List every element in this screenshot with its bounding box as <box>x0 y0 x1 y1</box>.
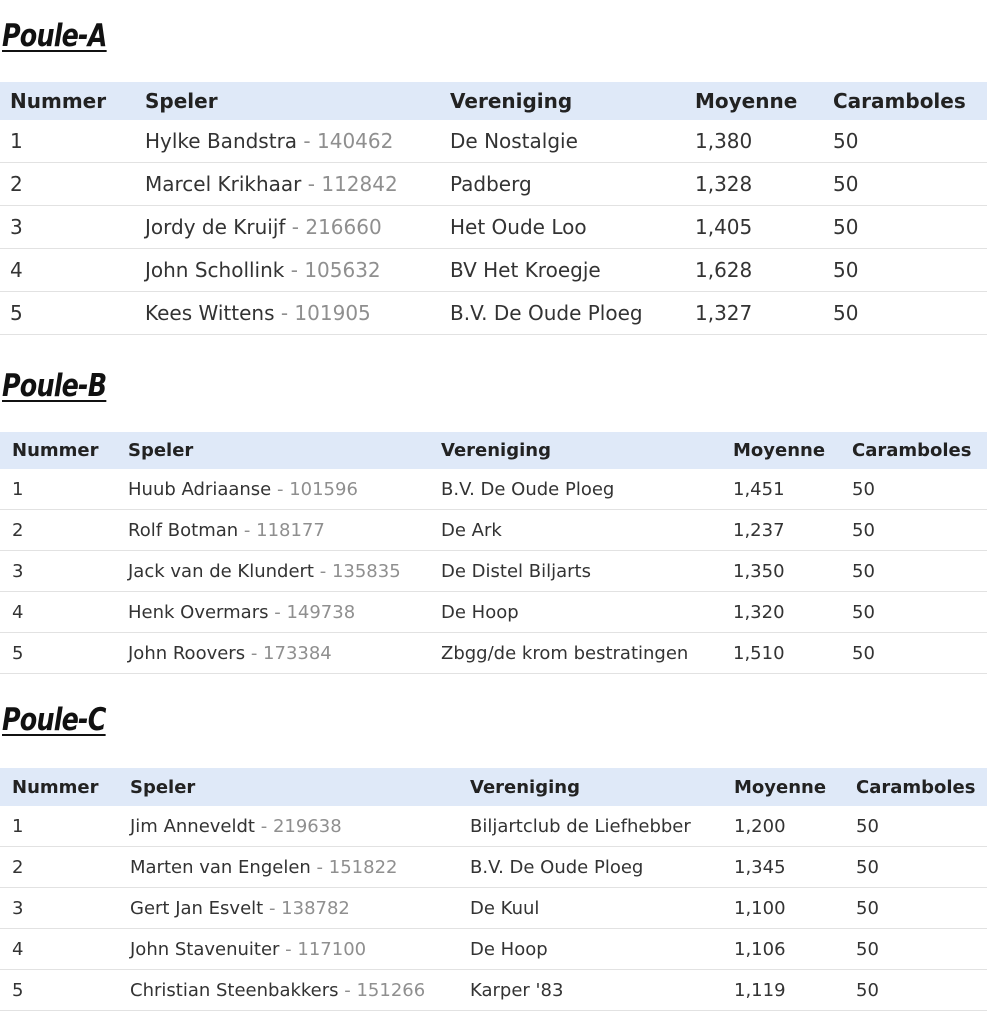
cell-vereniging: Zbgg/de krom bestratingen <box>441 642 689 664</box>
cell-nummer: 3 <box>12 560 24 582</box>
cell-moyenne: 1,510 <box>733 642 785 664</box>
table-row <box>0 469 987 510</box>
column-header-vereniging: Vereniging <box>441 440 551 461</box>
player-id-separator: - <box>245 642 264 664</box>
column-header-moyenne: Moyenne <box>695 89 798 113</box>
cell-caramboles: 50 <box>852 478 875 500</box>
player-id-separator: - <box>285 215 306 239</box>
column-header-speler: Speler <box>130 776 196 798</box>
cell-caramboles: 50 <box>833 301 859 325</box>
table-row <box>0 206 987 249</box>
cell-caramboles: 50 <box>852 560 875 582</box>
cell-moyenne: 1,345 <box>734 856 786 878</box>
player-id: 173384 <box>263 642 332 664</box>
cell-speler <box>130 847 397 887</box>
player-id: 151822 <box>328 856 398 878</box>
table-header-row <box>0 82 987 120</box>
player-id: 135835 <box>331 560 401 582</box>
cell-caramboles: 50 <box>856 897 879 919</box>
player-id: 118177 <box>256 519 325 541</box>
cell-caramboles: 50 <box>856 938 879 960</box>
column-header-vereniging: Vereniging <box>450 89 573 113</box>
player-id-separator: - <box>268 601 287 623</box>
cell-moyenne: 1,327 <box>695 301 753 325</box>
cell-nummer: 4 <box>12 601 24 623</box>
column-header-speler: Speler <box>145 89 218 113</box>
player-name: Rolf Botman <box>128 519 239 541</box>
cell-speler <box>128 592 355 632</box>
player-id: 216660 <box>305 215 382 239</box>
cell-caramboles: 50 <box>833 215 859 239</box>
table-row <box>0 806 987 847</box>
player-name: Huub Adriaanse <box>128 478 272 500</box>
table-header-row <box>0 432 987 469</box>
cell-vereniging: Biljartclub de Liefhebber <box>470 815 691 837</box>
cell-speler <box>128 633 332 673</box>
cell-nummer: 4 <box>10 258 23 282</box>
table-row <box>0 120 987 163</box>
player-id: 138782 <box>281 897 350 919</box>
table-row <box>0 888 987 929</box>
player-name: Marcel Krikhaar <box>145 172 302 196</box>
player-name: Jim Anneveldt <box>130 815 255 837</box>
cell-moyenne: 1,628 <box>695 258 753 282</box>
cell-vereniging: Het Oude Loo <box>450 215 587 239</box>
cell-moyenne: 1,200 <box>734 815 786 837</box>
poule-a-table <box>0 82 987 335</box>
table-row <box>0 592 987 633</box>
cell-speler <box>130 929 366 969</box>
cell-nummer: 3 <box>12 897 24 919</box>
player-id: 140462 <box>317 129 394 153</box>
cell-speler <box>128 469 358 509</box>
column-header-nummer: Nummer <box>12 776 99 798</box>
table-row <box>0 847 987 888</box>
player-id-separator: - <box>310 856 329 878</box>
cell-speler <box>145 206 382 248</box>
cell-speler <box>145 249 381 291</box>
cell-vereniging: De Hoop <box>441 601 519 623</box>
player-name: Christian Steenbakkers <box>130 979 339 1001</box>
cell-moyenne: 1,328 <box>695 172 753 196</box>
cell-vereniging: De Hoop <box>470 938 548 960</box>
column-header-vereniging: Vereniging <box>470 776 580 798</box>
cell-nummer: 1 <box>12 815 24 837</box>
cell-speler <box>145 292 371 334</box>
cell-caramboles: 50 <box>852 519 875 541</box>
cell-speler <box>128 551 401 591</box>
cell-nummer: 1 <box>10 129 23 153</box>
column-header-moyenne: Moyenne <box>733 440 826 461</box>
poule-c-title: Poule-C <box>2 702 106 738</box>
column-header-caramboles: Caramboles <box>852 440 972 461</box>
cell-speler <box>128 510 325 550</box>
player-id: 112842 <box>321 172 398 196</box>
player-id-separator: - <box>254 815 273 837</box>
cell-moyenne: 1,451 <box>733 478 785 500</box>
cell-nummer: 5 <box>10 301 23 325</box>
cell-speler <box>130 970 425 1010</box>
cell-moyenne: 1,380 <box>695 129 753 153</box>
cell-vereniging: De Nostalgie <box>450 129 578 153</box>
cell-vereniging: B.V. De Oude Ploeg <box>441 478 615 500</box>
table-row <box>0 551 987 592</box>
cell-vereniging: B.V. De Oude Ploeg <box>470 856 644 878</box>
player-name: John Roovers <box>128 642 246 664</box>
player-id-separator: - <box>263 897 282 919</box>
cell-moyenne: 1,405 <box>695 215 753 239</box>
poule-a-title: Poule-A <box>2 18 107 54</box>
player-name: Jack van de Klundert <box>128 560 314 582</box>
player-id-separator: - <box>314 560 332 582</box>
column-header-speler: Speler <box>128 440 194 461</box>
player-id: 151266 <box>356 979 426 1001</box>
poule-c-table <box>0 768 987 1011</box>
cell-moyenne: 1,100 <box>734 897 786 919</box>
cell-caramboles: 50 <box>833 172 859 196</box>
player-name: Hylke Bandstra <box>145 129 298 153</box>
player-id: 149738 <box>286 601 356 623</box>
cell-speler <box>130 888 350 928</box>
cell-vereniging: De Ark <box>441 519 502 541</box>
cell-moyenne: 1,320 <box>733 601 785 623</box>
player-id: 105632 <box>304 258 381 282</box>
table-header-row <box>0 768 987 806</box>
cell-moyenne: 1,237 <box>733 519 785 541</box>
column-header-caramboles: Caramboles <box>833 89 966 113</box>
cell-caramboles: 50 <box>852 642 875 664</box>
table-row <box>0 633 987 674</box>
cell-nummer: 4 <box>12 938 24 960</box>
cell-vereniging: B.V. De Oude Ploeg <box>450 301 643 325</box>
player-id-separator: - <box>301 172 322 196</box>
cell-nummer: 2 <box>12 519 24 541</box>
cell-vereniging: BV Het Kroegje <box>450 258 601 282</box>
cell-vereniging: Karper '83 <box>470 979 564 1001</box>
player-id: 101596 <box>289 478 358 500</box>
player-id-separator: - <box>279 938 298 960</box>
cell-caramboles: 50 <box>856 856 879 878</box>
table-row <box>0 163 987 206</box>
cell-nummer: 5 <box>12 642 24 664</box>
cell-vereniging: De Kuul <box>470 897 540 919</box>
table-row <box>0 292 987 335</box>
player-id-separator: - <box>284 258 305 282</box>
cell-nummer: 5 <box>12 979 24 1001</box>
player-name: Kees Wittens <box>145 301 275 325</box>
table-row <box>0 929 987 970</box>
player-name: John Stavenuiter <box>130 938 280 960</box>
cell-caramboles: 50 <box>852 601 875 623</box>
column-header-nummer: Nummer <box>10 89 107 113</box>
cell-moyenne: 1,106 <box>734 938 786 960</box>
cell-caramboles: 50 <box>833 129 859 153</box>
cell-caramboles: 50 <box>856 979 879 1001</box>
player-name: Marten van Engelen <box>130 856 311 878</box>
player-name: John Schollink <box>145 258 285 282</box>
cell-speler <box>145 120 393 162</box>
poule-b-title: Poule-B <box>2 368 107 404</box>
player-id-separator: - <box>274 301 295 325</box>
player-name: Henk Overmars <box>128 601 269 623</box>
player-name: Jordy de Kruijf <box>145 215 286 239</box>
cell-speler <box>145 163 398 205</box>
cell-moyenne: 1,350 <box>733 560 785 582</box>
cell-caramboles: 50 <box>833 258 859 282</box>
cell-nummer: 2 <box>10 172 23 196</box>
column-header-caramboles: Caramboles <box>856 776 976 798</box>
cell-caramboles: 50 <box>856 815 879 837</box>
cell-speler <box>130 806 342 846</box>
player-id-separator: - <box>271 478 290 500</box>
cell-nummer: 3 <box>10 215 23 239</box>
poule-b-table <box>0 432 987 674</box>
table-row <box>0 510 987 551</box>
player-id: 101905 <box>294 301 371 325</box>
player-id: 117100 <box>297 938 367 960</box>
player-id: 219638 <box>272 815 342 837</box>
player-id-separator: - <box>238 519 257 541</box>
player-name: Gert Jan Esvelt <box>130 897 264 919</box>
player-id-separator: - <box>297 129 317 153</box>
cell-vereniging: De Distel Biljarts <box>441 560 591 582</box>
player-id-separator: - <box>338 979 357 1001</box>
column-header-nummer: Nummer <box>12 440 99 461</box>
table-row <box>0 970 987 1011</box>
cell-nummer: 2 <box>12 856 24 878</box>
cell-vereniging: Padberg <box>450 172 532 196</box>
column-header-moyenne: Moyenne <box>734 776 827 798</box>
cell-nummer: 1 <box>12 478 24 500</box>
cell-moyenne: 1,119 <box>734 979 786 1001</box>
table-row <box>0 249 987 292</box>
